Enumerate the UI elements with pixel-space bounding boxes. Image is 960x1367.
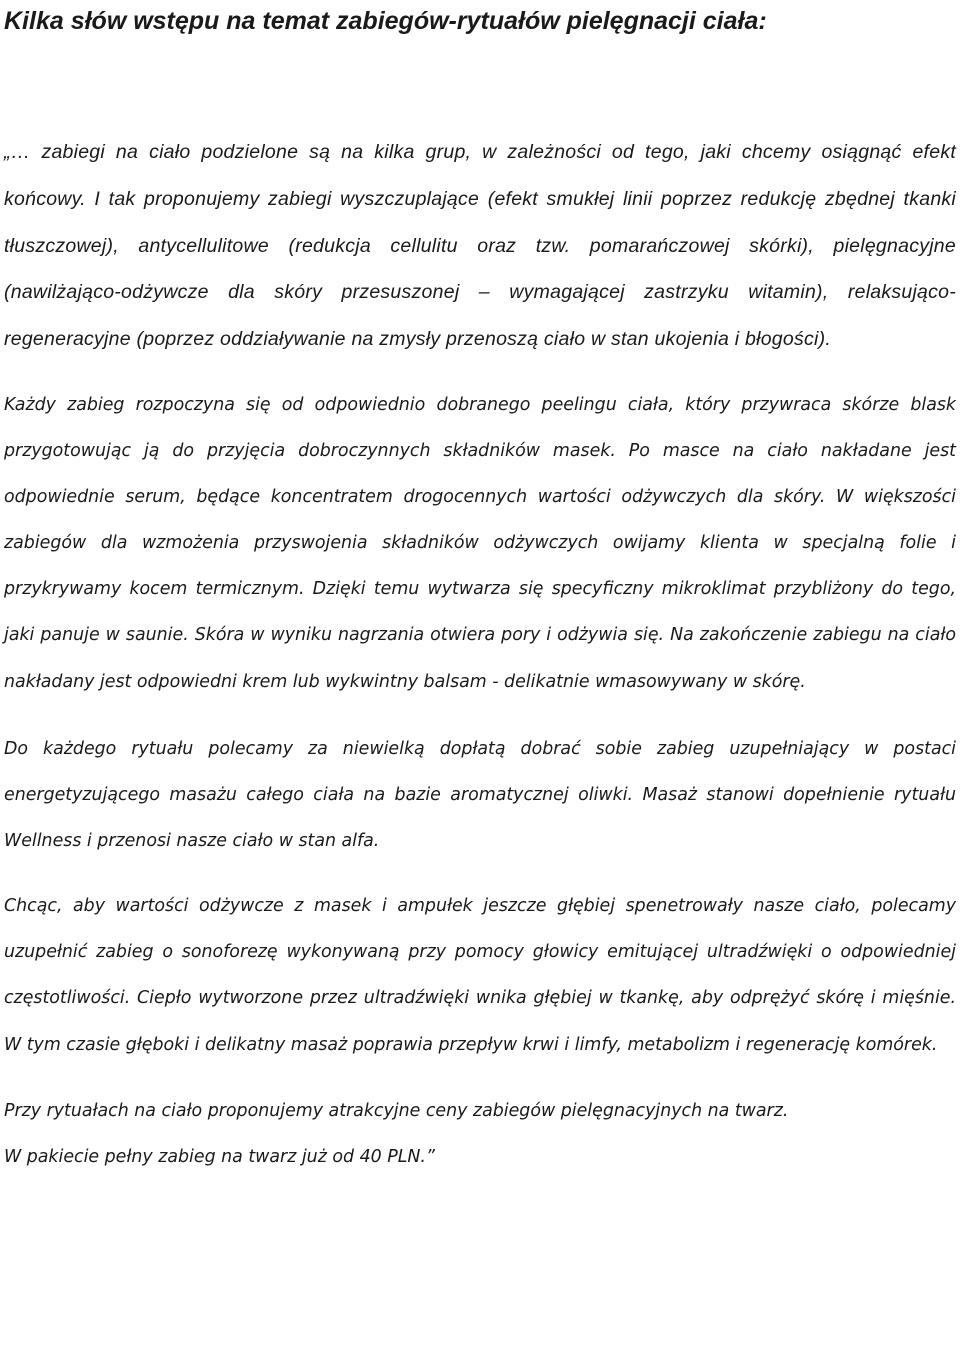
document-page (4, 0, 956, 1180)
closing-line-price: W pakiecie pełny zabieg na twarz już od 40 PLN.” (4, 1146, 435, 1167)
paragraph-massage-addon: Do każdego rytuału polecamy za niewielką dopłatą dobrać sobie zabieg uzupełniający w postaci energetyzującego masażu całego ciała na bazie aromatycznej oliwki. Masaż stanowi dopełnienie rytuału Wellness i przenosi nasze ciało w stan alfa. (4, 738, 956, 851)
paragraph-treatment-procedure: Każdy zabieg rozpoczyna się od odpowiednio dobranego peelingu ciała, który przywraca skórze blask przygotowując ją do przyjęcia dobroczynnych składników masek. Po masce na ciało nakładane jest odpowiednie serum, będące koncentratem drogocennych wartości odżywczych dla skóry. W większości zabiegów dla wzmożenia przyswojenia składników odżywczych owijamy klienta w specjalną folie i przykrywamy kocem termicznym. Dzięki temu wytwarza się specyficzny mikroklimat przybliżony do tego, jaki panuje w saunie. Skóra w wyniku nagrzania otwiera pory i odżywia się. Na zakończenie zabiegu na ciało nakładany jest odpowiedni krem lub wykwintny balsam - delikatnie wmasowywany w skórę. (4, 394, 956, 692)
document-title: Kilka słów wstępu na temat zabiegów-rytuałów pielęgnacji ciała: (4, 7, 767, 35)
paragraph-closing-offer (4, 1089, 956, 1180)
closing-line-offer: Przy rytuałach na ciało proponujemy atrakcyjne ceny zabiegów pielęgnacyjnych na twarz. (4, 1101, 789, 1122)
paragraph-treatment-groups: „… zabiegi na ciało podzielone są na kilka grup, w zależności od tego, jaki chcemy osiągnąć efekt końcowy. I tak proponujemy zabiegi wyszczuplające (efekt smukłej linii poprzez redukcję zbędnej tkanki tłuszczowej), antycellulitowe (redukcja cellulitu oraz tzw. pomarańczowej skórki), pielęgnacyjne (nawilżająco-odżywcze dla skóry przesuszonej – wymagającej zastrzyku witamin), relaksująco-regeneracyjne (poprzez oddziaływanie na zmysły przenoszą ciało w stan ukojenia i błogości). (4, 141, 956, 351)
paragraph-sonophoresis: Chcąc, aby wartości odżywcze z masek i ampułek jeszcze głębiej spenetrowały nasze ciało, polecamy uzupełnić zabieg o sonoforezę wykonywaną przy pomocy głowicy emitującej ultradźwięki o odpowiedniej częstotliwości. Ciepło wytworzone przez ultradźwięki wnika głębiej w tkankę, aby odprężyć skórę i mięśnie. W tym czasie głęboki i delikatny masaż poprawia przepływ krwi i limfy, metabolizm i regenerację komórek. (4, 895, 956, 1055)
